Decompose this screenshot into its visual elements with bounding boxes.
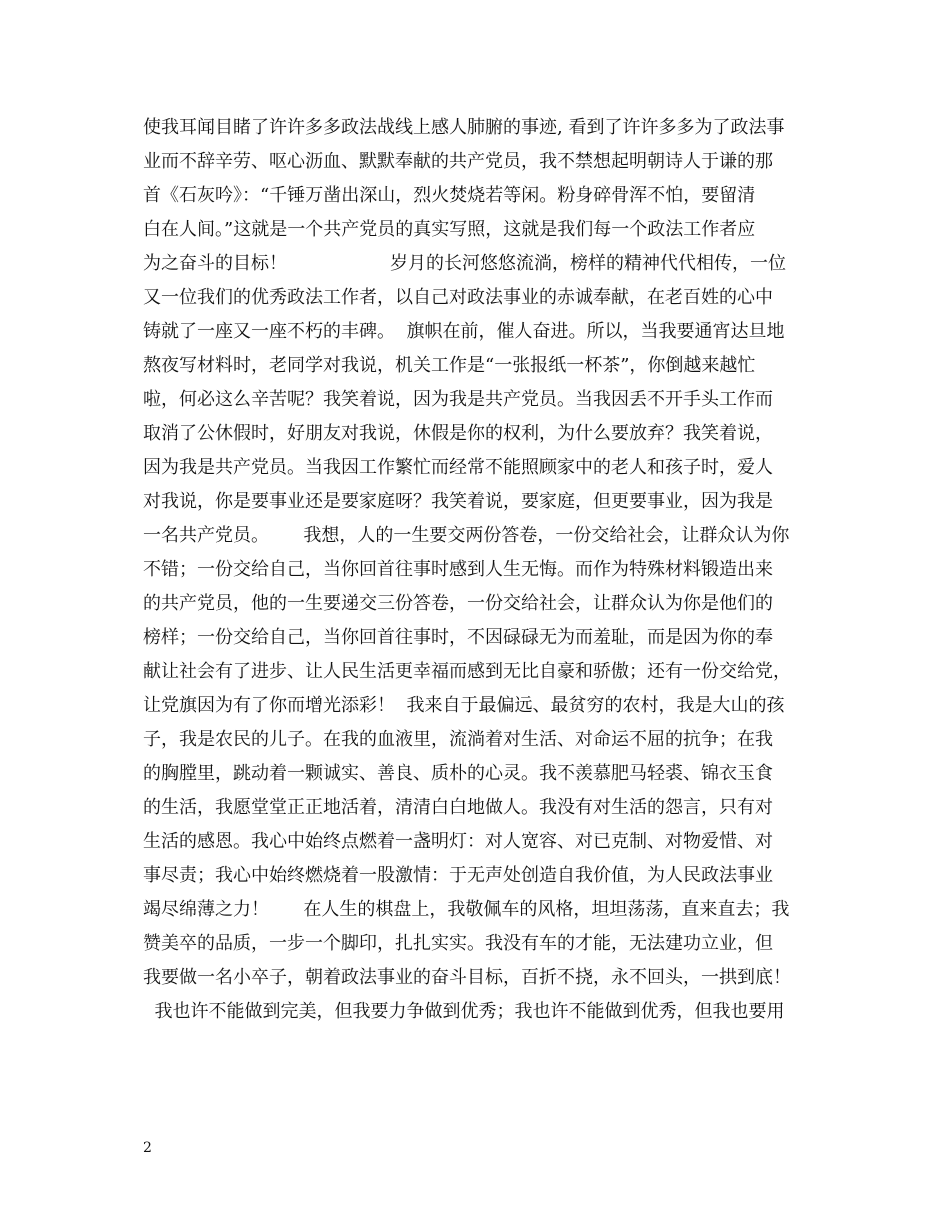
text-line: 子，我是农民的儿子。在我的血液里，流淌着对生活、对命运不屈的抗争；在我 <box>143 729 773 750</box>
text-line: 的生活，我愿堂堂正正地活着，清清白白地做人。我没有对生活的怨言，只有对 <box>143 797 773 818</box>
text-line: 铸就了一座又一座不朽的丰碑。 旗帜在前，催人奋进。所以，当我要通宵达旦地 <box>143 321 785 342</box>
text-line: 对我说，你是要事业还是要家庭呀？我笑着说，要家庭，但更要事业，因为我是 <box>143 491 773 512</box>
text-line: 使我耳闻目睹了许许多多政法战线上感人肺腑的事迹, 看到了许许多多为了政法事 <box>143 117 785 138</box>
text-line: 一名共产党员。 我想，人的一生要交两份答卷，一份交给社会，让群众认为你 <box>143 525 790 546</box>
text-line: 我也许不能做到完美，但我要力争做到优秀；我也许不能做到优秀，但我也要用 <box>143 1001 785 1022</box>
text-line: 榜样；一份交给自己，当你回首往事时，不因碌碌无为而羞耻，而是因为你的奉 <box>143 627 773 648</box>
text-line: 取消了公休假时，好朋友对我说，休假是你的权利，为什么要放弃？我笑着说， <box>143 423 773 444</box>
text-line: 首《石灰吟》：“千锤万凿出深山，烈火焚烧若等闲。粉身碎骨浑不怕，要留清 <box>143 185 756 206</box>
text-line: 熬夜写材料时，老同学对我说，机关工作是“一张报纸一杯茶”，你倒越来越忙 <box>143 355 756 376</box>
text-line: 又一位我们的优秀政法工作者，以自己对政法事业的赤诚奉献，在老百姓的心中 <box>143 287 773 308</box>
text-line: 白在人间。”这就是一个共产党员的真实写照，这就是我们每一个政法工作者应 <box>143 219 756 240</box>
text-line: 事尽责；我心中始终燃烧着一股激情：于无声处创造自我价值，为人民政法事业 <box>143 865 773 886</box>
text-line: 为之奋斗的目标！ 岁月的长河悠悠流淌，榜样的精神代代相传，一位 <box>143 253 786 274</box>
text-line: 让党旗因为有了你而增光添彩！ 我来自于最偏远、最贫穷的农村，我是大山的孩 <box>143 695 785 716</box>
body-text <box>143 111 833 1029</box>
page-number: 2 <box>143 1140 152 1156</box>
text-line: 业而不辞辛劳、呕心沥血、默默奉献的共产党员，我不禁想起明朝诗人于谦的那 <box>143 151 773 172</box>
text-line: 我要做一名小卒子，朝着政法事业的奋斗目标，百折不挠，永不回头，一拱到底！ <box>143 967 791 988</box>
text-line: 竭尽绵薄之力！ 在人生的棋盘上，我敬佩车的风格，坦坦荡荡，直来直去；我 <box>143 899 790 920</box>
text-line: 因为我是共产党员。当我因工作繁忙而经常不能照顾家中的老人和孩子时，爱人 <box>143 457 773 478</box>
text-line: 生活的感恩。我心中始终点燃着一盏明灯：对人宽容、对已克制、对物爱惜、对 <box>143 831 773 852</box>
text-line: 赞美卒的品质，一步一个脚印，扎扎实实。我没有车的才能，无法建功立业，但 <box>143 933 773 954</box>
text-line: 的共产党员，他的一生要递交三份答卷，一份交给社会，让群众认为你是他们的 <box>143 593 773 614</box>
text-line: 的胸膛里，跳动着一颗诚实、善良、质朴的心灵。我不羡慕肥马轻裘、锦衣玉食 <box>143 763 773 784</box>
text-line: 啦，何必这么辛苦呢？我笑着说，因为我是共产党员。当我因丢不开手头工作而 <box>143 389 773 410</box>
text-line: 献让社会有了进步、让人民生活更幸福而感到无比自豪和骄傲；还有一份交给党， <box>143 661 791 682</box>
text-line: 不错；一份交给自己，当你回首往事时感到人生无悔。而作为特殊材料锻造出来 <box>143 559 773 580</box>
